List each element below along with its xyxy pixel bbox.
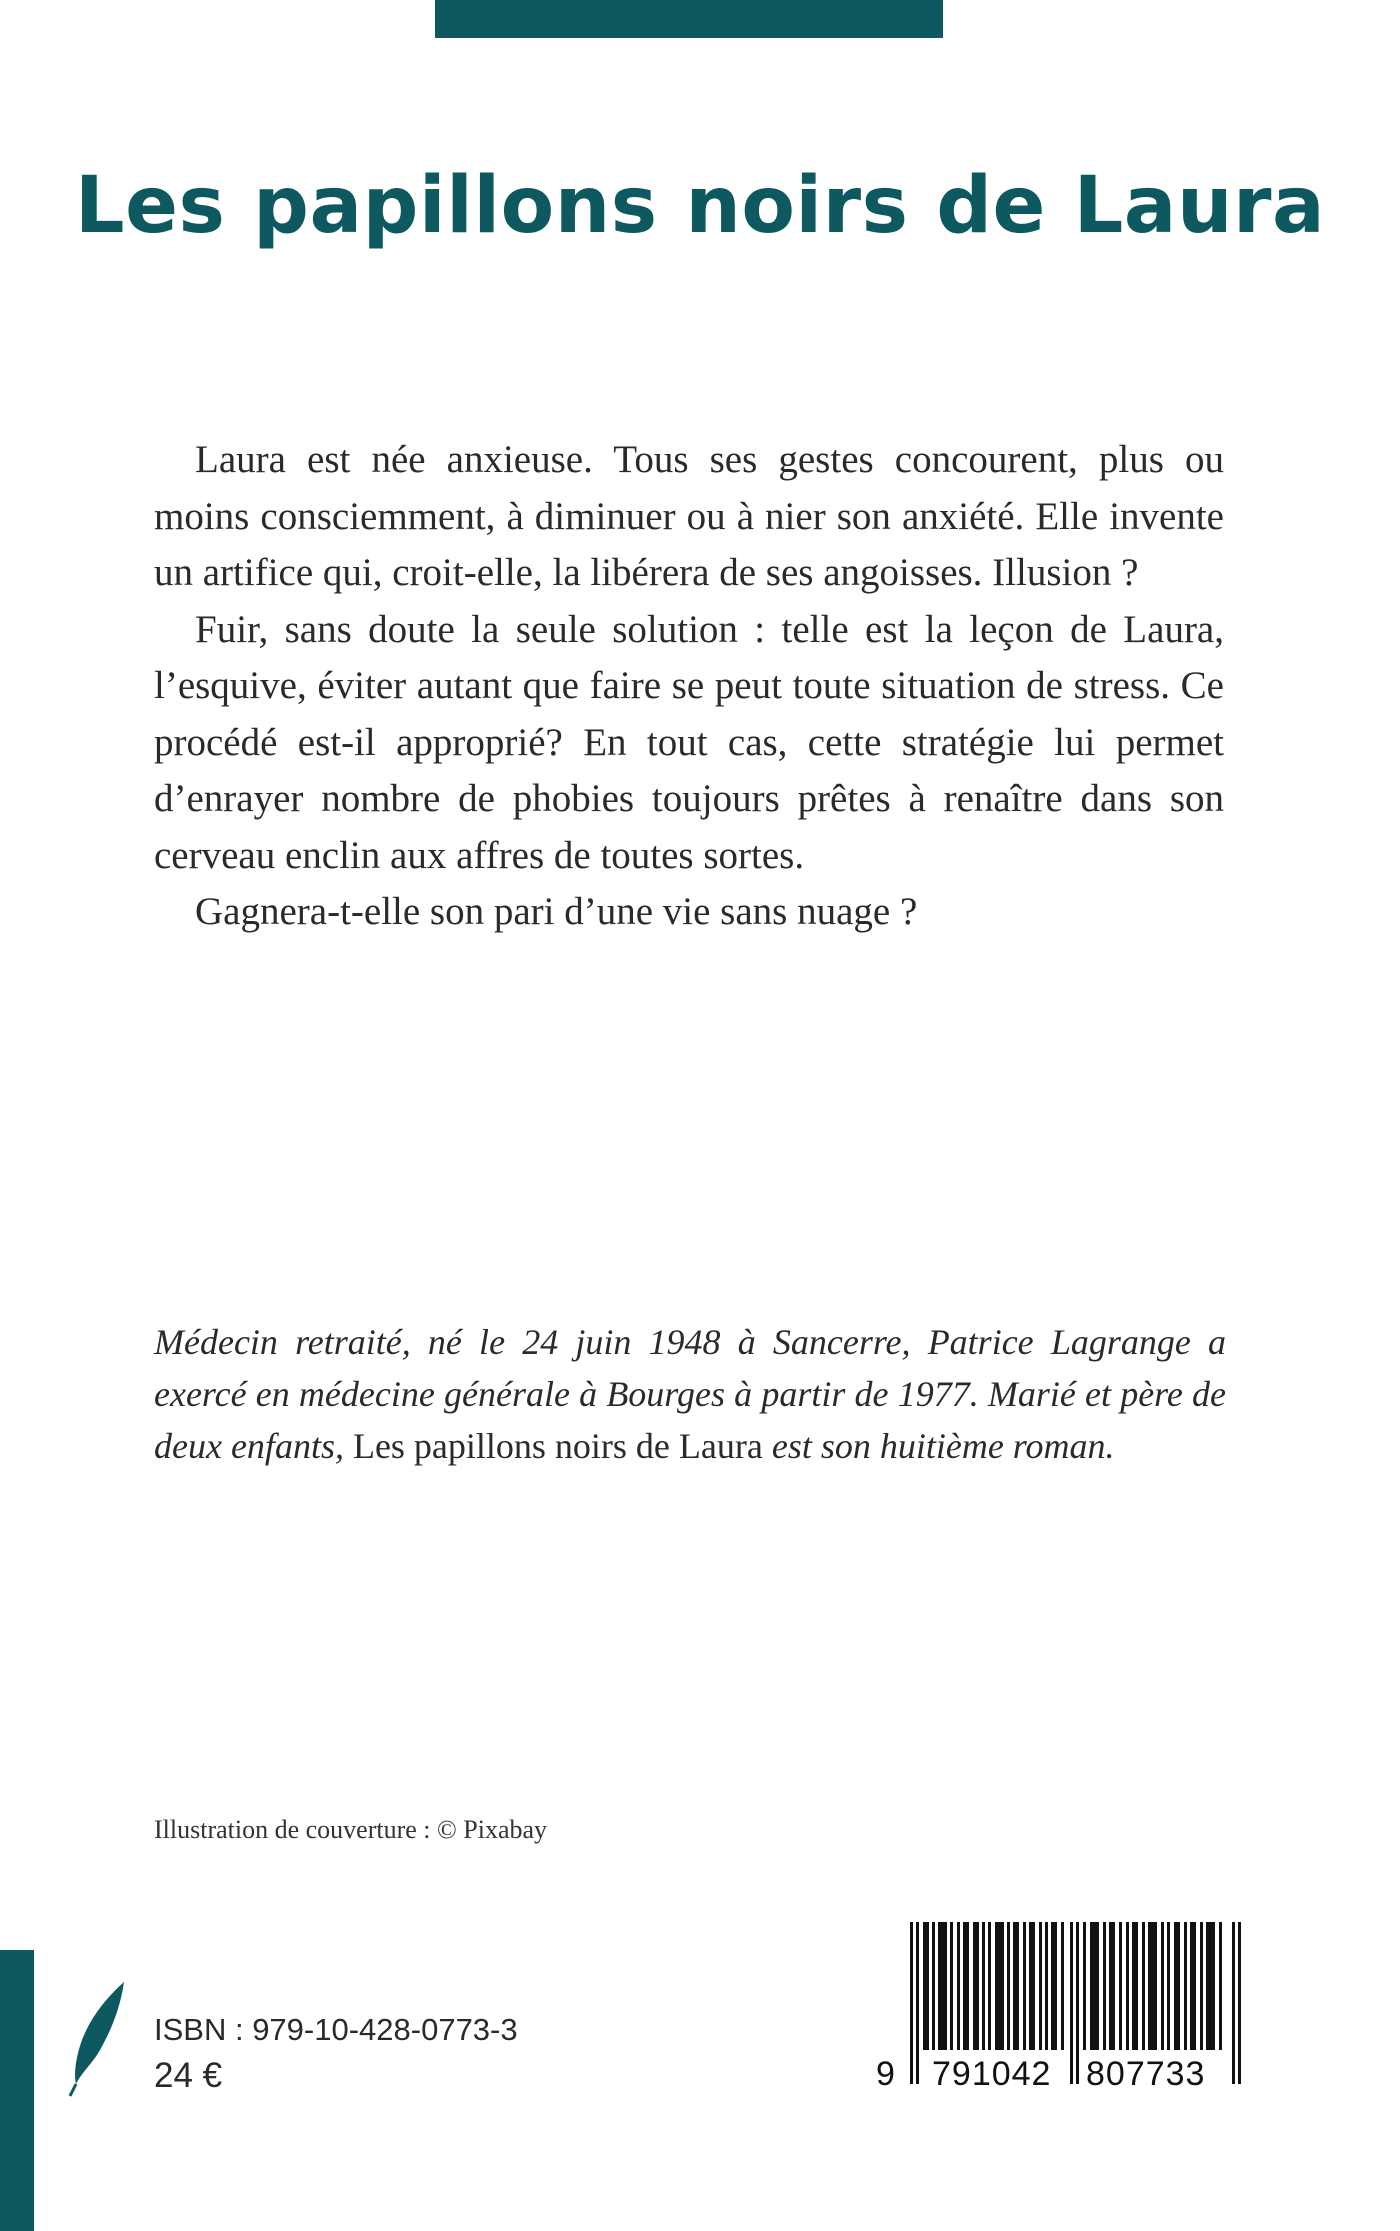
barcode-right-digits: 807733 [1086, 2055, 1206, 2093]
feather-icon [66, 1980, 130, 2098]
blurb-paragraph: Laura est née anxieuse. Tous ses gestes concourent, plus ou moins consciemment, à diminuer ou à nier son anxiété. Elle invente un artifice qui, croit-elle, la libérera de ses angoisses. Illusion ? [154, 438, 1224, 594]
isbn: ISBN : 979-10-428-0773-3 [154, 2012, 518, 2047]
blurb-paragraph: Gagnera-t-elle son pari d’une vie sans nuage ? [195, 890, 918, 933]
author-bio-text-end: est son huitième roman. [762, 1426, 1115, 1466]
side-accent-bar [0, 1950, 34, 2231]
author-bio-text: Médecin retraité, né le 24 juin 1948 à Sancerre, Patrice Lagrange a exercé en médecine générale à Bourges à partir de 1977. Marié et père de deux enfants, [154, 1322, 1226, 1466]
cover-illustration-credit: Illustration de couverture : © Pixabay [154, 1815, 548, 1844]
back-cover-blurb [154, 432, 1224, 941]
blurb-paragraph: Fuir, sans doute la seule solution : telle est la leçon de Laura, l’esquive, éviter autant que faire se peut toute situation de stress. Ce procédé est-il approprié? En tout cas, cette stratégie lui permet d’enrayer nombre de phobies toujours prêtes à renaître dans son cerveau enclin aux affres de toutes sortes. [154, 607, 1224, 877]
top-accent-bar [435, 0, 943, 38]
author-bio-book-title: Les papillons noirs de Laura [352, 1426, 763, 1466]
author-bio [154, 1316, 1226, 1472]
barcode-first-digit: 9 [876, 2055, 895, 2093]
price: 24 € [154, 2056, 223, 2095]
book-title: Les papillons noirs de Laura [74, 161, 1326, 251]
barcode-left-digits: 791042 [932, 2055, 1052, 2093]
